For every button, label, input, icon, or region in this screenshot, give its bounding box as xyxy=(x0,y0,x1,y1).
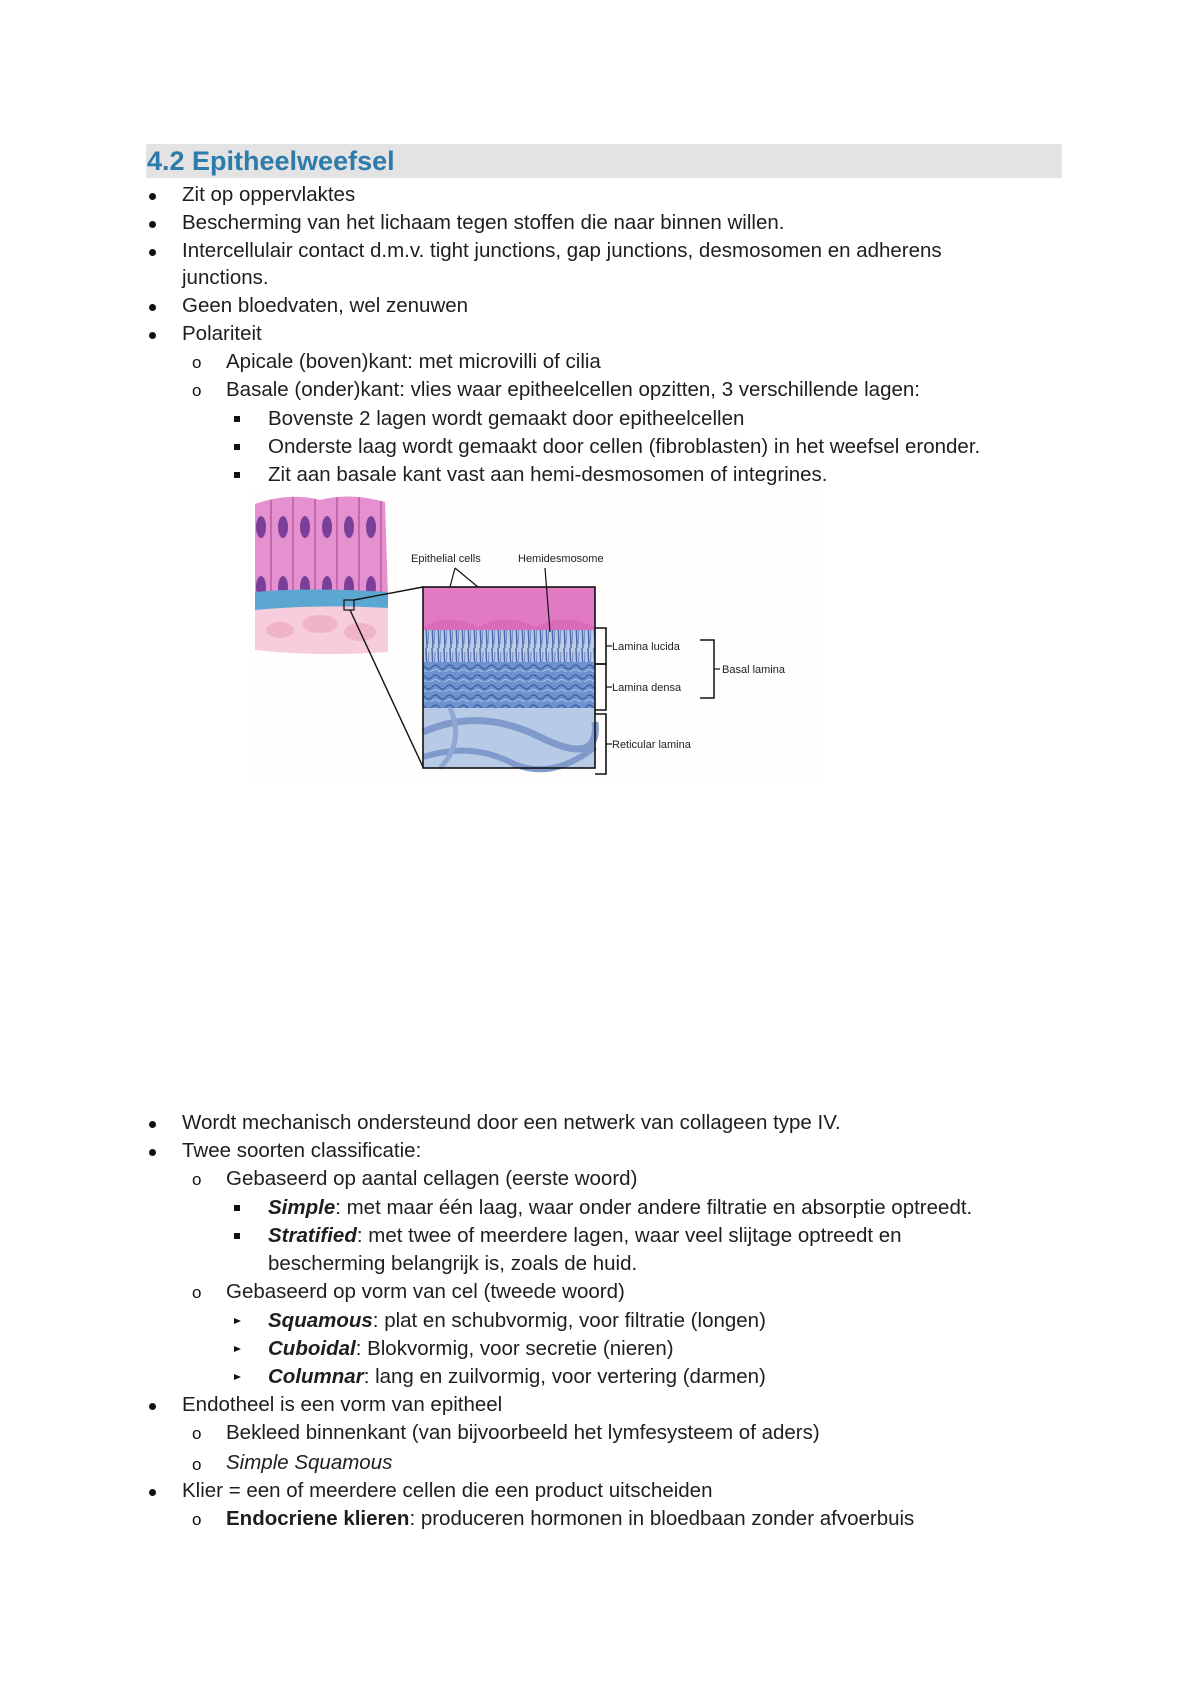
bullet-icon xyxy=(149,193,156,200)
term-simple-text: : met maar één laag, waar onder andere filtratie en absorptie optreedt. xyxy=(335,1196,973,1219)
bullet-icon xyxy=(149,221,156,228)
bullet-icon xyxy=(149,332,156,339)
list-item: Gebaseerd op vorm van cel (tweede woord) xyxy=(226,1280,625,1303)
term-cuboidal-text: : Blokvormig, voor secretie (nieren) xyxy=(355,1337,674,1360)
bullet-icon xyxy=(149,249,156,256)
arrow-bullet-icon xyxy=(234,1318,241,1324)
list-item: Simple Squamous xyxy=(226,1451,393,1474)
hollow-bullet-icon: o xyxy=(192,1170,202,1189)
hollow-bullet-icon: o xyxy=(192,1510,202,1529)
magnified-section xyxy=(423,587,595,769)
hollow-bullet-icon: o xyxy=(192,1455,202,1474)
list-item: Geen bloedvaten, wel zenuwen xyxy=(182,294,469,317)
list-item: Bovenste 2 lagen wordt gemaakt door epitheelcellen xyxy=(268,407,745,430)
list-item: Basale (onder)kant: vlies waar epitheelcellen opzitten, 3 verschillende lagen: xyxy=(226,378,920,401)
hollow-bullet-icon: o xyxy=(192,381,202,400)
list-item xyxy=(268,1224,902,1248)
term-cuboidal: Cuboidal xyxy=(268,1337,356,1360)
hollow-bullet-icon: o xyxy=(192,1283,202,1302)
term-columnar-text: : lang en zuilvormig, voor vertering (darmen) xyxy=(363,1365,766,1388)
square-bullet-icon xyxy=(234,444,240,450)
list-item: Intercellulair contact d.m.v. tight junctions, gap junctions, desmosomen en adherens xyxy=(182,239,942,262)
section-heading: 4.2 Epitheelweefsel xyxy=(147,146,395,176)
list-item: Wordt mechanisch ondersteund door een netwerk van collageen type IV. xyxy=(182,1111,841,1134)
list-item: Twee soorten classificatie: xyxy=(182,1139,422,1162)
term-stratified-text: : met twee of meerdere lagen, waar veel slijtage optreedt en xyxy=(356,1224,902,1247)
list-item: Polariteit xyxy=(182,322,262,345)
square-bullet-icon xyxy=(234,1205,240,1211)
hollow-bullet-icon: o xyxy=(192,1424,202,1443)
bullet-icon xyxy=(149,1403,156,1410)
square-bullet-icon xyxy=(234,472,240,478)
list-item: Zit op oppervlaktes xyxy=(182,183,356,206)
list-item: Zit aan basale kant vast aan hemi-desmosomen of integrines. xyxy=(268,463,828,486)
label-lamina-densa: Lamina densa xyxy=(612,682,682,694)
label-lamina-lucida: Lamina lucida xyxy=(612,641,680,653)
list-item: Endotheel is een vorm van epitheel xyxy=(182,1393,503,1416)
label-basal-lamina: Basal lamina xyxy=(722,664,785,676)
arrow-bullet-icon xyxy=(234,1346,241,1352)
term-endocriene-klieren: Endocriene klieren xyxy=(226,1507,410,1530)
label-reticular-lamina: Reticular lamina xyxy=(612,739,691,751)
label-hemidesmosome: Hemidesmosome xyxy=(518,553,604,565)
arrow-bullet-icon xyxy=(234,1374,241,1380)
bullet-icon xyxy=(149,1149,156,1156)
list-item-continuation: junctions. xyxy=(182,266,269,289)
list-item: Bescherming van het lichaam tegen stoffen die naar binnen willen. xyxy=(182,211,785,234)
list-item xyxy=(268,1365,766,1389)
bullet-icon xyxy=(149,1489,156,1496)
square-bullet-icon xyxy=(234,1233,240,1239)
list-item xyxy=(226,1507,914,1531)
list-item: Apicale (boven)kant: met microvilli of cilia xyxy=(226,350,601,373)
list-item xyxy=(268,1309,766,1333)
tissue-overview-illustration xyxy=(255,496,388,654)
square-bullet-icon xyxy=(234,416,240,422)
hollow-bullet-icon: o xyxy=(192,353,202,372)
term-stratified: Stratified xyxy=(268,1224,357,1247)
term-columnar: Columnar xyxy=(268,1365,364,1388)
list-item: Bekleed binnenkant (van bijvoorbeeld het lymfesysteem of aders) xyxy=(226,1421,820,1444)
list-item: Onderste laag wordt gemaakt door cellen (fibroblasten) in het weefsel eronder. xyxy=(268,435,981,458)
list-item xyxy=(268,1196,972,1220)
bullet-icon xyxy=(149,304,156,311)
bullet-icon xyxy=(149,1121,156,1128)
term-endocriene-text: : produceren hormonen in bloedbaan zonder afvoerbuis xyxy=(409,1507,915,1530)
list-item xyxy=(268,1337,674,1361)
term-squamous-text: : plat en schubvormig, voor filtratie (longen) xyxy=(372,1309,766,1332)
list-item-continuation: bescherming belangrijk is, zoals de huid. xyxy=(268,1252,638,1275)
term-squamous: Squamous xyxy=(268,1309,373,1332)
list-item: Klier = een of meerdere cellen die een product uitscheiden xyxy=(182,1479,713,1502)
label-epithelial-cells: Epithelial cells xyxy=(411,553,481,565)
term-simple: Simple xyxy=(268,1196,336,1219)
basal-lamina-figure xyxy=(250,492,820,780)
list-item: Gebaseerd op aantal cellagen (eerste woord) xyxy=(226,1167,638,1190)
